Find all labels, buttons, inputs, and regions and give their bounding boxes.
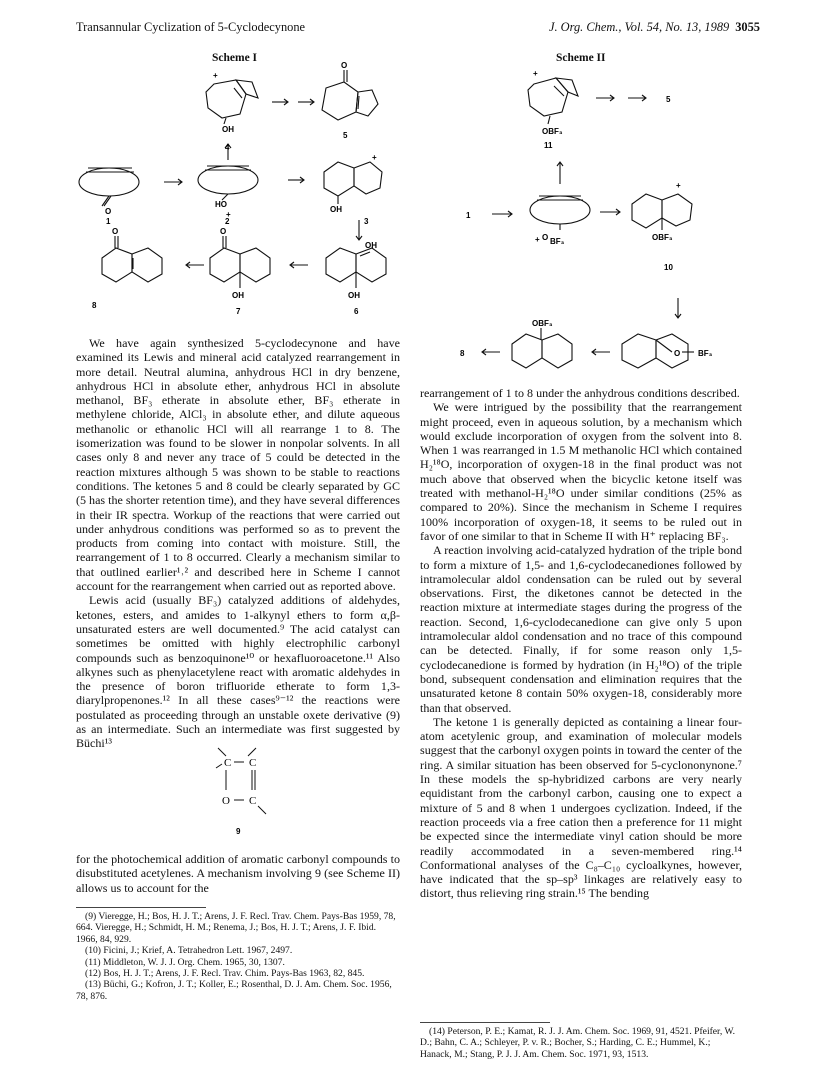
compound-label: 9 — [236, 827, 241, 836]
oxete-drawing — [196, 744, 286, 836]
oxete-carbon: C — [249, 795, 257, 807]
paragraph: rearrangement of 1 to 8 under the anhydrous conditions described. — [420, 386, 740, 400]
scheme-1-drawing — [76, 62, 400, 324]
group-oh: OH — [222, 125, 234, 134]
footnote: (13) Büchi, G.; Kofron, J. T.; Koller, E.; Rosenthal, D. J. Am. Chem. Soc. 1956, 78, 876. — [76, 979, 392, 1002]
compound-label: 1 — [106, 217, 111, 226]
journal-citation — [549, 20, 760, 35]
group-oh: OH — [232, 291, 244, 300]
scheme-1-title: Scheme I — [212, 52, 258, 64]
paragraph: The ketone 1 is generally depicted as containing a linear four-atom acetylenic group, and examination of molecular models suggest that the carbonyl oxygen points in toward the center of the ring. A similar situation has been observed for 5-cyclononynone.⁷ In these models the sp-hybridized carbons are very nearly equidistant from the carbonyl carbon, causing one to expect a mixture of 5 and 8 when 1 undergoes cyclization. Indeed, if the reaction proceeds via a free cation then a preference for 11 might be expected since the intermediate vinyl cation should be more readily accommodated in a seven-membered ring.¹⁴ Conformational analyses of the C₈–C₁₀ cycloalkynes, however, have indicated that the sp–sp³ linkages are relatively easy to distort, thus relieving ring strain.¹⁵ The bending — [420, 714, 742, 901]
oxete-carbon: C — [224, 757, 232, 769]
right-column — [420, 386, 742, 901]
scheme-2-title: Scheme II — [556, 52, 606, 64]
scheme-2 — [420, 62, 742, 362]
paragraph: Lewis acid (usually BF₃) catalyzed additions of aldehydes, ketones, esters, and amides to 1-alkynyl ethers to form α,β-unsaturated esters are well documented.⁹ The acid catalyst can sometimes be omitted with highly electrophilic carbonyl compounds such as benzoquinone¹⁰ or hexafluoroacetone.¹¹ Also alkynes such as phenylacetylene react with aromatic aldehydes in the presence of boron trifluoride etherate to form 1,3-diarylpropenones.¹² In all these cases⁹⁻¹² the reactions were postulated as proceeding through an unstable oxete derivative (9) as an intermediate. Such an intermediate was first suggested by Büchi¹³ — [76, 593, 400, 751]
group-obf3: OBF₃ — [652, 233, 673, 242]
group-bf3: BF₃ — [550, 237, 565, 246]
oxete-carbon: C — [249, 757, 257, 769]
footnote-rule — [420, 1022, 550, 1023]
compound-label: 5 — [343, 131, 348, 140]
cation-plus: + — [535, 235, 540, 244]
paragraph: A reaction involving acid-catalyzed hydration of the triple bond to form a mixture of 1,5- and 1,6-cyclodecanediones followed by intramolecular aldol condensation can be ruled out by several observations. First, the diketones cannot be detected in the reaction mixture at intermediate stages during the progress of the reaction. Second, 1,6-cyclodecanedione can give only 5 upon intramolecular aldol condensation and no trace of this compound can be detected. Finally, if for some reason only 1,5-cyclodecanedione is formed by hydration (in H₂¹⁸O) of the triple bond, subsequent condensation and elimination requires that the unsaturated ketone 8 contain 50% oxygen-18, considerably more than that observed. — [420, 543, 742, 715]
right-footnotes — [420, 1026, 742, 1060]
group-o: O — [112, 227, 119, 236]
footnote-rule — [76, 907, 206, 908]
group-obf3: OBF₃ — [532, 319, 553, 328]
footnote: (9) Vieregge, H.; Bos, H. J. T.; Arens, J. F. Recl. Trav. Chem. Pays-Bas 1959, 78, 664. Vieregge, H.; Schmidt, H. M.; Renema, J.; Bos, H. J. T.; Arens, J. F. Ibid. 1966, 84, 929. — [76, 911, 396, 945]
oxete-structure — [196, 744, 286, 836]
compound-label: 4 — [225, 143, 230, 152]
cation-plus: + — [226, 210, 231, 219]
compound-label: 2 — [225, 217, 230, 226]
left-footnotes — [76, 911, 400, 1002]
compound-label: 10 — [664, 263, 673, 272]
footnote: (10) Ficini, J.; Krief, A. Tetrahedron Lett. 1967, 2497. — [85, 945, 293, 957]
footnote: (11) Middleton, W. J. J. Org. Chem. 1965, 30, 1307. — [85, 956, 285, 968]
journal-name: J. Org. Chem., Vol. 54, No. 13, 1989 — [548, 20, 730, 34]
cation-plus: + — [213, 71, 218, 80]
scheme-2-drawing — [420, 62, 742, 362]
group-o: O — [542, 233, 549, 242]
group-o: O — [220, 227, 227, 236]
compound-label: 8 — [92, 301, 97, 310]
compound-label: 11 — [544, 141, 553, 150]
cation-plus: + — [533, 69, 538, 78]
oxete-oxygen: O — [222, 795, 230, 807]
group-obf3: OBF₃ — [542, 127, 563, 136]
left-column — [76, 336, 400, 751]
compound-label: 1 — [466, 211, 471, 220]
compound-label: 8 — [460, 349, 465, 358]
compound-label: 7 — [236, 307, 241, 316]
compound-label: 6 — [354, 307, 359, 316]
group-oh: OH — [365, 241, 377, 250]
group-o: O — [105, 207, 112, 216]
group-o: O — [341, 61, 348, 70]
group-o: O — [674, 349, 681, 358]
group-oh: OH — [348, 291, 360, 300]
compound-label: 3 — [364, 217, 369, 226]
group-bf3: BF₃ — [698, 349, 713, 358]
page-number: 3055 — [735, 20, 760, 34]
scheme-1 — [76, 62, 400, 324]
cation-plus: + — [676, 181, 681, 190]
left-column-continued — [76, 852, 400, 895]
compound-label: 5 — [666, 95, 671, 104]
running-header: Transannular Cyclization of 5-Cyclodecynone — [76, 20, 306, 34]
paragraph: We were intrigued by the possibility that the rearrangement might proceed, even in aqueous solution, by a mechanism which would exclude incorporation of oxygen from the solvent into 8. When 1 was rearranged in 1.5 M methanolic HCl which contained H₂¹⁸O, incorporation of oxygen-18 in the final product was not much above that observed when the bicyclic ketone itself was treated with methanol-H₂¹⁸O under similar conditions (25% as compared to 20%). Since the mechanism in Scheme I requires 100% incorporation of oxygen-18, it seems to be ruled out in favor of one similar to that in Scheme II with H⁺ replacing BF₃. — [420, 400, 742, 543]
footnote: (12) Bos, H. J. T.; Arens, J. F. Recl. Trav. Chim. Pays-Bas 1963, 82, 845. — [85, 968, 365, 980]
footnote: (14) Peterson, P. E.; Kamat, R. J. J. Am. Chem. Soc. 1969, 91, 4521. Pfeifer, W. D.; Bahn, C. A.; Schleyer, P. v. R.; Bocher, S.; Harding, C. E.; Hummel, K.; Hanack, M.; Stang, P. J. J. Am. Chem. Soc. 1971, 93, 1513. — [420, 1026, 736, 1060]
paragraph: We have again synthesized 5-cyclodecynone and have examined its Lewis and mineral acid catalyzed rearrangement in more detail. Neutral alumina, anhydrous HCl in dry benzene, anhydrous HCl in absolute ether, anhydrous HCl in absolute methanol, BF₃ etherate in absolute ether, BF₃ etherate in methylene chloride, AlCl₃ in absolute ether, and dilute aqueous methanolic or ethanolic HCl will all rearrange 1 to 8. The isomerization was found to be slower in nonpolar solvents. In all cases only 8 and never any trace of 5 could be detected in the reaction mixtures although 5 was shown to be stable to reactions conditions. The ketones 5 and 8 could be clearly separated by GC (5 has the shorter retention time), and they have several differences in their IR spectra. Workup of the reactions that were carried out under anhydrous conditions was performed so as to prevent the products from coming into contact with moisture. Still, the rearrangement of 1 to 8 occurred. Clearly a mechanism similar to that outlined earlier¹˒² and described here in Scheme I cannot account for the rearrangement when carried out as reported above. — [76, 336, 400, 594]
group-oh: OH — [330, 205, 342, 214]
paragraph: for the photochemical addition of aromatic carbonyl compounds to disubstituted acetylenes. A mechanism involving 9 (see Scheme II) allows us to account for the — [76, 852, 400, 895]
group-ho: HO — [215, 200, 227, 209]
cation-plus: + — [372, 153, 377, 162]
